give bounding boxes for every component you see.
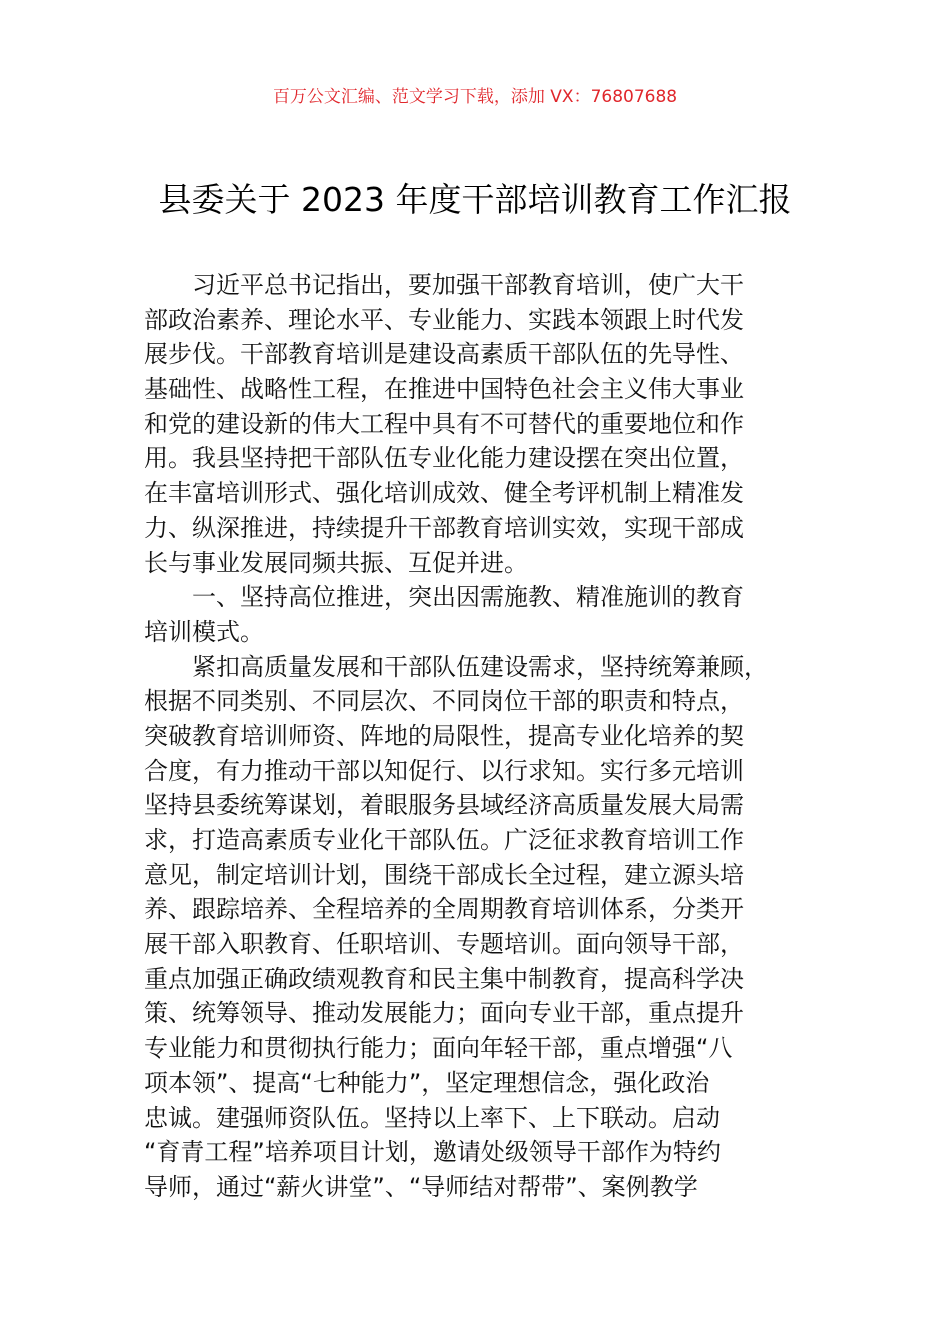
- body-line: 紧扣高质量发展和干部队伍建设需求，坚持统筹兼顾，: [192, 652, 768, 681]
- body-line: 策、统筹领导、推动发展能力；面向专业干部，重点提升: [144, 999, 744, 1028]
- document-body: [144, 268, 824, 1205]
- body-line: 求，打造高素质专业化干部队伍。广泛征求教育培训工作: [144, 826, 744, 854]
- body-line: 项本领”、提高“七种能力”，坚定理想信念，强化政治: [144, 1068, 710, 1097]
- body-line: 导师，通过“薪火讲堂”、“导师结对帮带”、案例教学: [144, 1172, 698, 1201]
- body-line: 展干部入职教育、任职培训、专题培训。面向领导干部，: [144, 930, 744, 959]
- body-line: 力、纵深推进，持续提升干部教育培训实效，实现干部成: [144, 513, 744, 542]
- body-line: 习近平总书记指出，要加强干部教育培训，使广大干: [192, 271, 744, 299]
- body-line: 合度，有力推动干部以知促行、以行求知。实行多元培训: [144, 756, 744, 785]
- body-line: 养、跟踪培养、全程培养的全周期教育培训体系，分类开: [144, 895, 744, 924]
- body-line: 培训模式。: [144, 617, 264, 646]
- body-line: 忠诚。建强师资队伍。坚持以上率下、上下联动。启动: [144, 1103, 720, 1132]
- body-line: 部政治素养、理论水平、专业能力、实践本领跟上时代发: [144, 305, 744, 334]
- body-line: 一、坚持高位推进，突出因需施教、精准施训的教育: [192, 583, 744, 612]
- body-line: 用。我县坚持把干部队伍专业化能力建设摆在突出位置，: [144, 444, 744, 473]
- body-line: 展步伐。干部教育培训是建设高素质干部队伍的先导性、: [144, 340, 744, 369]
- body-line: 和党的建设新的伟大工程中具有不可替代的重要地位和作: [144, 409, 744, 438]
- body-line: 基础性、战略性工程，在推进中国特色社会主义伟大事业: [144, 375, 744, 404]
- body-line: 长与事业发展同频共振、互促并进。: [144, 548, 528, 577]
- watermark-header-note: 百万公文汇编、范文学习下载，添加 VX：76807688: [272, 87, 678, 107]
- body-line: 在丰富培训形式、强化培训成效、健全考评机制上精准发: [144, 479, 744, 508]
- body-line: 根据不同类别、不同层次、不同岗位干部的职责和特点，: [144, 687, 744, 716]
- body-line: 意见，制定培训计划，围绕干部成长全过程，建立源头培: [144, 860, 744, 889]
- body-line: “育青工程”培养项目计划，邀请处级领导干部作为特约: [144, 1138, 721, 1167]
- body-line: 专业能力和贯彻执行能力；面向年轻干部，重点增强“八: [144, 1034, 733, 1063]
- body-line: 坚持县委统筹谋划，着眼服务县域经济高质量发展大局需: [144, 791, 744, 820]
- body-line: 突破教育培训师资、阵地的局限性，提高专业化培养的契: [144, 721, 744, 750]
- body-line: 重点加强正确政绩观教育和民主集中制教育，提高科学决: [144, 964, 744, 993]
- document-title: 县委关于 2023 年度干部培训教育工作汇报: [158, 180, 792, 219]
